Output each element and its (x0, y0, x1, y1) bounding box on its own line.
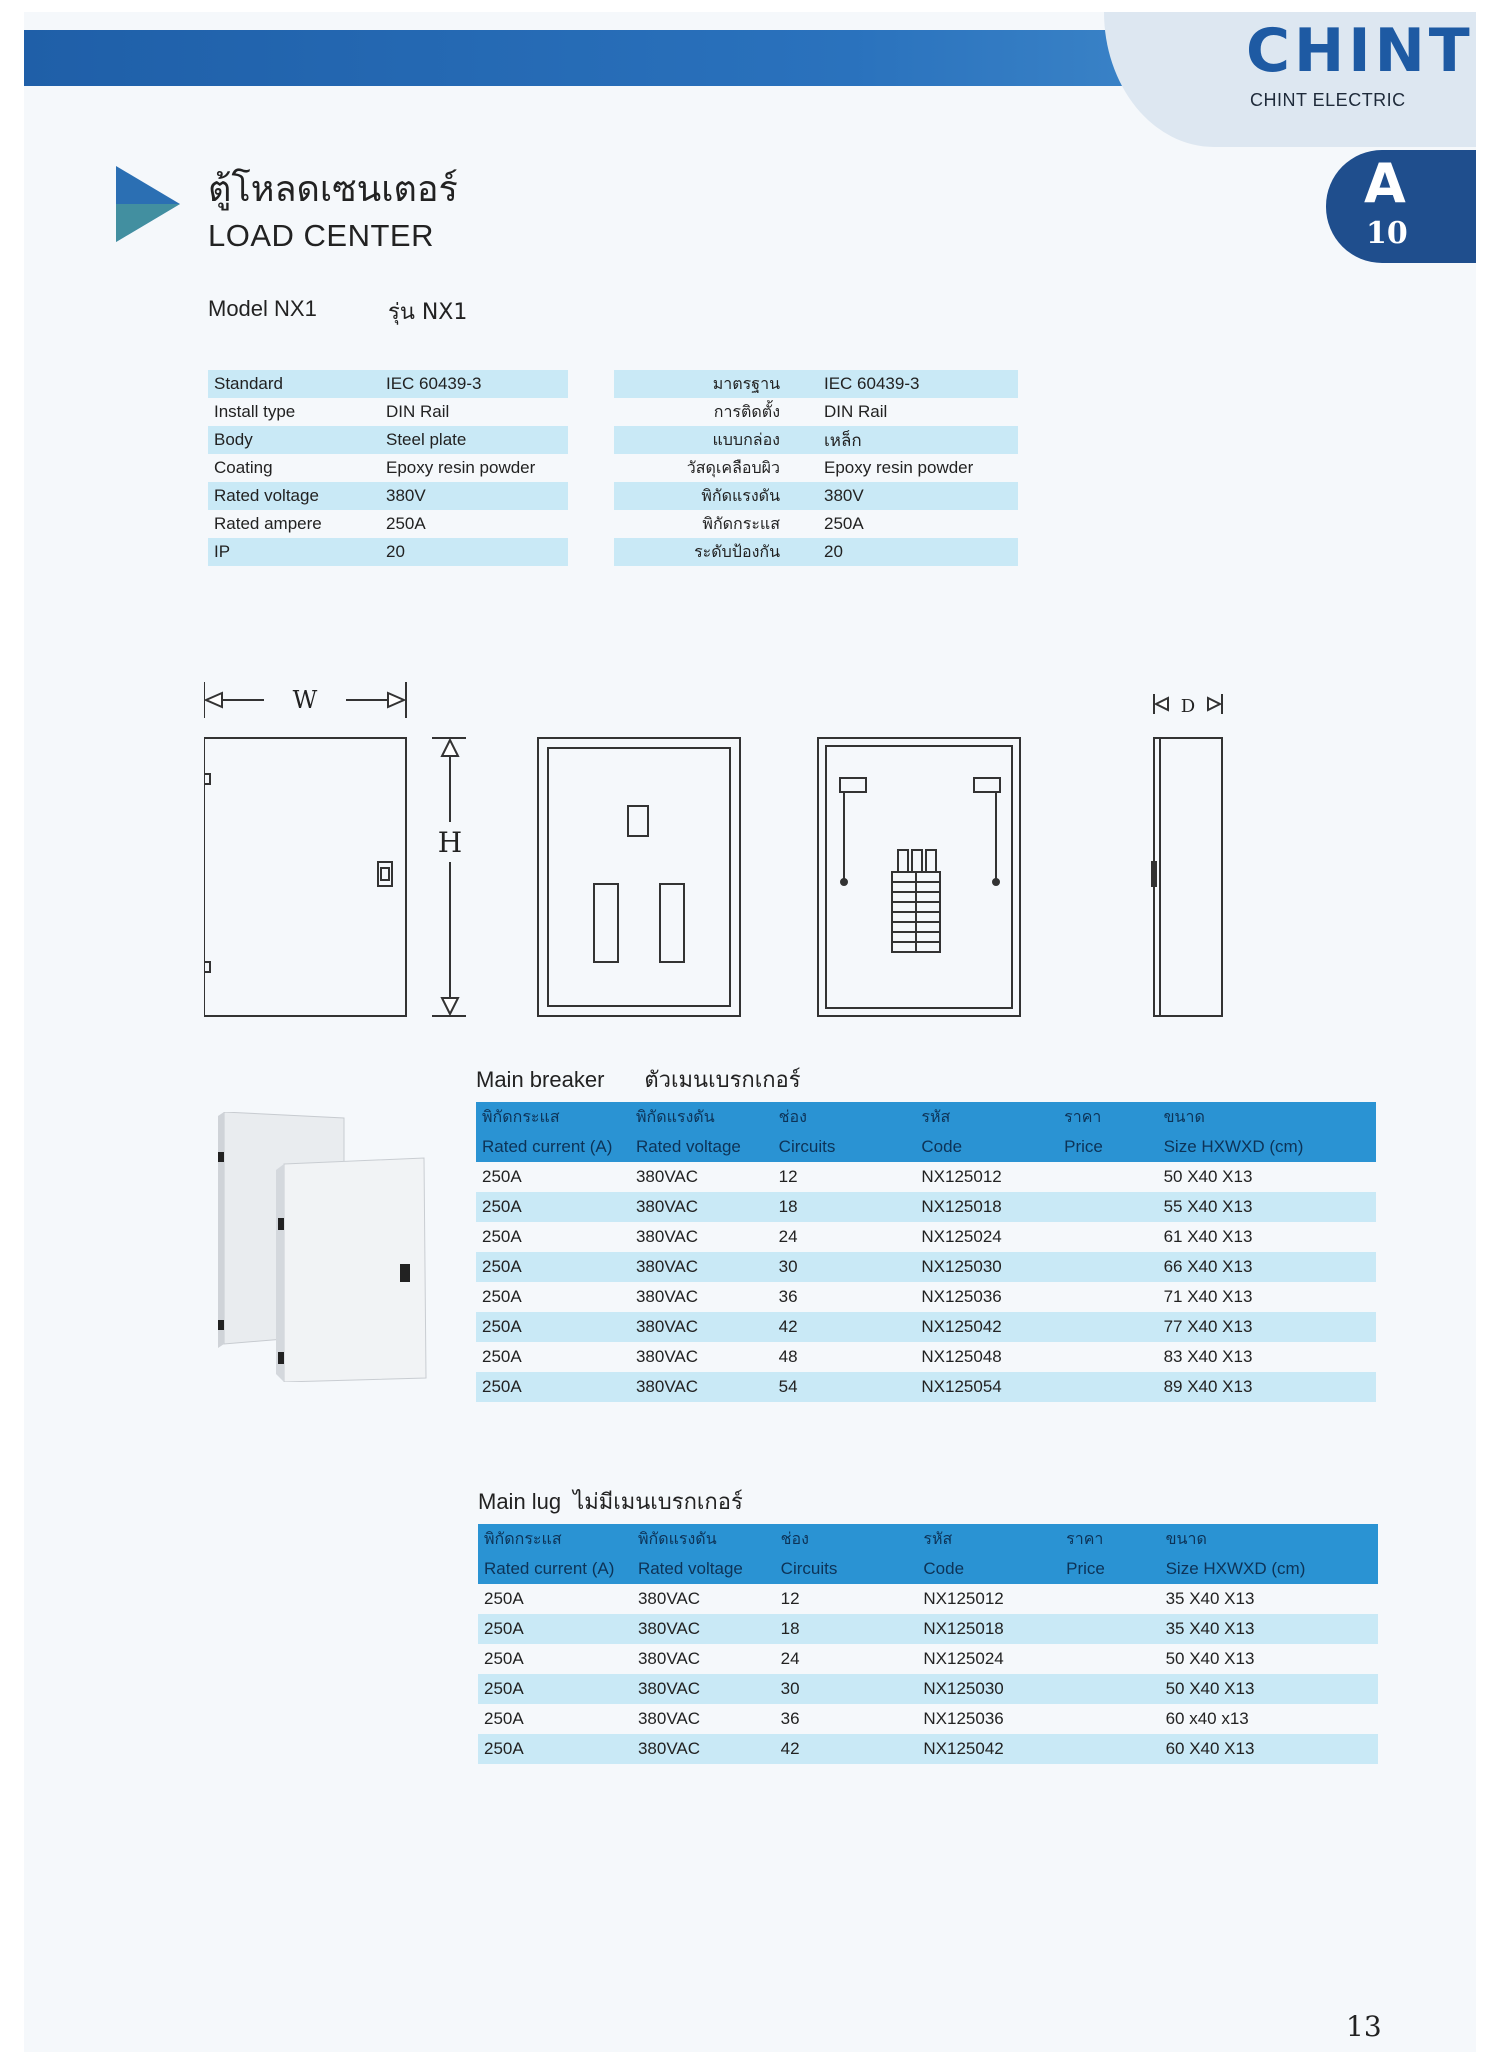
column-header: Circuits (773, 1132, 916, 1162)
spec-label: Standard (208, 370, 380, 398)
spec-value: Epoxy resin powder (818, 454, 1018, 482)
table-cell: NX125036 (915, 1282, 1058, 1312)
page-title-thai: ตู้โหลดเซนเตอร์ (208, 169, 458, 210)
table-cell: 36 (775, 1704, 918, 1734)
spec-value: Steel plate (380, 426, 568, 454)
table-cell: 380VAC (632, 1674, 775, 1704)
table-cell: 60 X40 X13 (1160, 1734, 1378, 1764)
spec-row (614, 510, 1018, 538)
table-cell: 50 X40 X13 (1160, 1674, 1378, 1704)
table-cell: 36 (773, 1282, 916, 1312)
table-cell (1060, 1674, 1159, 1704)
table-cell (1058, 1162, 1157, 1192)
table-row (476, 1192, 1376, 1222)
table-header-row (476, 1132, 1376, 1162)
spec-row (614, 426, 1018, 454)
table-cell: 89 X40 X13 (1158, 1372, 1376, 1402)
table-cell: 50 X40 X13 (1160, 1644, 1378, 1674)
main-breaker-heading (476, 1062, 801, 1097)
column-header: Code (915, 1132, 1058, 1162)
table-cell: 18 (775, 1614, 918, 1644)
table-cell: 250A (478, 1584, 632, 1614)
title-arrow-shade-icon (116, 204, 180, 242)
table-cell: NX125054 (915, 1372, 1058, 1402)
table-cell: 380VAC (632, 1734, 775, 1764)
spec-label: Coating (208, 454, 380, 482)
table-cell: 380VAC (632, 1644, 775, 1674)
spec-value: 20 (818, 538, 1018, 566)
table-cell: 380VAC (630, 1252, 773, 1282)
table-row (478, 1644, 1378, 1674)
catalog-page (24, 12, 1476, 2052)
brand-logo: CHINT (1246, 16, 1474, 86)
table-cell: NX125042 (917, 1734, 1060, 1764)
spec-value: 20 (380, 538, 568, 566)
table-cell (1060, 1584, 1159, 1614)
table-cell: 380VAC (632, 1704, 775, 1734)
table-row (478, 1674, 1378, 1704)
spec-row (614, 482, 1018, 510)
main-breaker-title: Main breaker (476, 1067, 605, 1092)
table-cell: 250A (476, 1342, 630, 1372)
table-row (476, 1342, 1376, 1372)
column-header: ราคา (1058, 1102, 1157, 1132)
table-cell: 250A (476, 1282, 630, 1312)
column-header: Price (1060, 1554, 1159, 1584)
column-header: พิกัดกระแส (478, 1524, 632, 1554)
table-header-row-thai (478, 1524, 1378, 1554)
table-cell: 48 (773, 1342, 916, 1372)
spec-label: มาตรฐาน (614, 370, 818, 398)
table-cell (1058, 1222, 1157, 1252)
spec-row (208, 538, 568, 566)
spec-label: พิกัดแรงดัน (614, 482, 818, 510)
table-cell: 250A (476, 1162, 630, 1192)
table-cell: 250A (476, 1252, 630, 1282)
table-cell: 42 (775, 1734, 918, 1764)
table-header-row-thai (476, 1102, 1376, 1132)
table-cell: 55 X40 X13 (1158, 1192, 1376, 1222)
interior-view-drawing (818, 738, 1020, 1016)
table-cell (1058, 1282, 1157, 1312)
spec-label: ระดับป้องกัน (614, 538, 818, 566)
spec-label: Rated ampere (208, 510, 380, 538)
spec-label: วัสดุเคลือบผิว (614, 454, 818, 482)
table-cell: 35 X40 X13 (1160, 1614, 1378, 1644)
front-view-drawing (204, 682, 406, 1016)
table-row (478, 1734, 1378, 1764)
table-cell (1060, 1734, 1159, 1764)
spec-label: แบบกล่อง (614, 426, 818, 454)
spec-value: IEC 60439-3 (380, 370, 568, 398)
spec-row (614, 398, 1018, 426)
column-header: พิกัดแรงดัน (630, 1102, 773, 1132)
door-view-drawing (538, 738, 740, 1016)
table-cell: 380VAC (632, 1584, 775, 1614)
main-lug-table-body (478, 1584, 1378, 1764)
column-header: พิกัดกระแส (476, 1102, 630, 1132)
table-cell: 30 (773, 1252, 916, 1282)
table-cell: NX125048 (915, 1342, 1058, 1372)
table-cell: 250A (478, 1674, 632, 1704)
spec-value: 250A (380, 510, 568, 538)
column-header: Price (1058, 1132, 1157, 1162)
table-cell: 77 X40 X13 (1158, 1312, 1376, 1342)
table-row (476, 1252, 1376, 1282)
table-cell: 250A (478, 1704, 632, 1734)
height-label: H (437, 826, 463, 859)
spec-label: Install type (208, 398, 380, 426)
spec-label: Body (208, 426, 380, 454)
spec-row (208, 454, 568, 482)
depth-label: D (1180, 696, 1196, 717)
table-cell: NX125036 (917, 1704, 1060, 1734)
table-cell: 380VAC (632, 1614, 775, 1644)
spec-row (208, 370, 568, 398)
column-header: ราคา (1060, 1524, 1159, 1554)
table-cell: 380VAC (630, 1162, 773, 1192)
table-cell: 250A (478, 1614, 632, 1644)
main-lug-title: Main lug (478, 1489, 562, 1514)
main-lug-table (478, 1524, 1378, 1764)
model-label: Model NX1 (208, 296, 317, 321)
column-header: Code (917, 1554, 1060, 1584)
table-cell: 24 (773, 1222, 916, 1252)
column-header: รหัส (917, 1524, 1060, 1554)
table-row (476, 1162, 1376, 1192)
table-cell: NX125012 (915, 1162, 1058, 1192)
section-number: 10 (1366, 216, 1408, 251)
spec-table-english (208, 370, 568, 566)
table-cell: NX125012 (917, 1584, 1060, 1614)
model-label-thai: รุ่น NX1 (388, 300, 468, 325)
table-cell: 250A (476, 1312, 630, 1342)
column-header: Rated voltage (632, 1554, 775, 1584)
spec-table-thai (614, 370, 1018, 566)
table-row (478, 1584, 1378, 1614)
table-row (476, 1312, 1376, 1342)
table-row (476, 1222, 1376, 1252)
main-lug-heading (478, 1484, 743, 1519)
table-cell: 66 X40 X13 (1158, 1252, 1376, 1282)
table-cell: 18 (773, 1192, 916, 1222)
table-cell: 50 X40 X13 (1158, 1162, 1376, 1192)
spec-value: 380V (818, 482, 1018, 510)
spec-label: IP (208, 538, 380, 566)
table-cell: 250A (476, 1192, 630, 1222)
column-header: Rated current (A) (478, 1554, 632, 1584)
spec-value: 250A (818, 510, 1018, 538)
table-cell: 380VAC (630, 1282, 773, 1312)
table-cell: 250A (478, 1734, 632, 1764)
table-cell: 380VAC (630, 1342, 773, 1372)
page-number: 13 (1346, 2010, 1382, 2043)
table-cell: 250A (476, 1372, 630, 1402)
table-cell: 42 (773, 1312, 916, 1342)
column-header: Size HXWXD (cm) (1158, 1132, 1376, 1162)
column-header: พิกัดแรงดัน (632, 1524, 775, 1554)
table-cell: 250A (478, 1644, 632, 1674)
table-cell (1060, 1614, 1159, 1644)
brand-subtitle: CHINT ELECTRIC (1250, 90, 1406, 110)
spec-label: Rated voltage (208, 482, 380, 510)
table-cell: NX125030 (917, 1674, 1060, 1704)
spec-row (208, 426, 568, 454)
table-cell: NX125042 (915, 1312, 1058, 1342)
spec-value: IEC 60439-3 (818, 370, 1018, 398)
product-photo (214, 1112, 454, 1382)
table-cell: 30 (775, 1674, 918, 1704)
table-cell: 12 (775, 1584, 918, 1614)
table-cell: NX125018 (917, 1614, 1060, 1644)
table-cell: 380VAC (630, 1192, 773, 1222)
table-cell: NX125024 (917, 1644, 1060, 1674)
column-header: Size HXWXD (cm) (1160, 1554, 1378, 1584)
side-view-drawing (1152, 694, 1222, 1016)
column-header: ขนาด (1158, 1102, 1376, 1132)
table-row (476, 1282, 1376, 1312)
spec-value: DIN Rail (380, 398, 568, 426)
table-cell: 61 X40 X13 (1158, 1222, 1376, 1252)
table-cell (1058, 1192, 1157, 1222)
dimension-drawings (204, 662, 1244, 1042)
spec-row (208, 482, 568, 510)
spec-value: 380V (380, 482, 568, 510)
table-cell: 60 x40 x13 (1160, 1704, 1378, 1734)
table-cell: 54 (773, 1372, 916, 1402)
header-band (24, 30, 1204, 86)
table-cell (1060, 1644, 1159, 1674)
column-header: Circuits (775, 1554, 918, 1584)
table-cell: 380VAC (630, 1372, 773, 1402)
spec-label: พิกัดกระแส (614, 510, 818, 538)
table-row (478, 1614, 1378, 1644)
spec-value: เหล็ก (818, 426, 1018, 454)
table-cell: 12 (773, 1162, 916, 1192)
main-breaker-title-thai: ตัวเมนเบรกเกอร์ (644, 1068, 801, 1093)
spec-value: DIN Rail (818, 398, 1018, 426)
table-cell (1058, 1312, 1157, 1342)
main-breaker-table-body (476, 1162, 1376, 1402)
table-cell: 24 (775, 1644, 918, 1674)
column-header: Rated voltage (630, 1132, 773, 1162)
spec-row (208, 510, 568, 538)
table-cell: 380VAC (630, 1222, 773, 1252)
table-cell (1058, 1372, 1157, 1402)
page-title: LOAD CENTER (208, 218, 434, 253)
column-header: Rated current (A) (476, 1132, 630, 1162)
table-cell: NX125030 (915, 1252, 1058, 1282)
table-row (478, 1704, 1378, 1734)
table-cell (1060, 1704, 1159, 1734)
table-cell: 83 X40 X13 (1158, 1342, 1376, 1372)
width-label: W (292, 686, 318, 714)
spec-label: การติดตั้ง (614, 398, 818, 426)
table-cell: 71 X40 X13 (1158, 1282, 1376, 1312)
table-cell: 250A (476, 1222, 630, 1252)
height-dimension (432, 738, 466, 1016)
section-letter: A (1364, 152, 1406, 215)
table-cell: 35 X40 X13 (1160, 1584, 1378, 1614)
spec-row (208, 398, 568, 426)
table-row (476, 1372, 1376, 1402)
spec-row (614, 538, 1018, 566)
section-badge (1326, 150, 1476, 263)
spec-value: Epoxy resin powder (380, 454, 568, 482)
spec-row (614, 370, 1018, 398)
table-cell: NX125024 (915, 1222, 1058, 1252)
main-lug-title-thai: ไม่มีเมนเบรกเกอร์ (573, 1490, 743, 1515)
table-cell: 380VAC (630, 1312, 773, 1342)
column-header: ช่อง (773, 1102, 916, 1132)
main-breaker-table (476, 1102, 1376, 1402)
table-cell: NX125018 (915, 1192, 1058, 1222)
table-cell (1058, 1342, 1157, 1372)
column-header: ขนาด (1160, 1524, 1378, 1554)
column-header: ช่อง (775, 1524, 918, 1554)
spec-row (614, 454, 1018, 482)
table-cell (1058, 1252, 1157, 1282)
column-header: รหัส (915, 1102, 1058, 1132)
table-header-row (478, 1554, 1378, 1584)
